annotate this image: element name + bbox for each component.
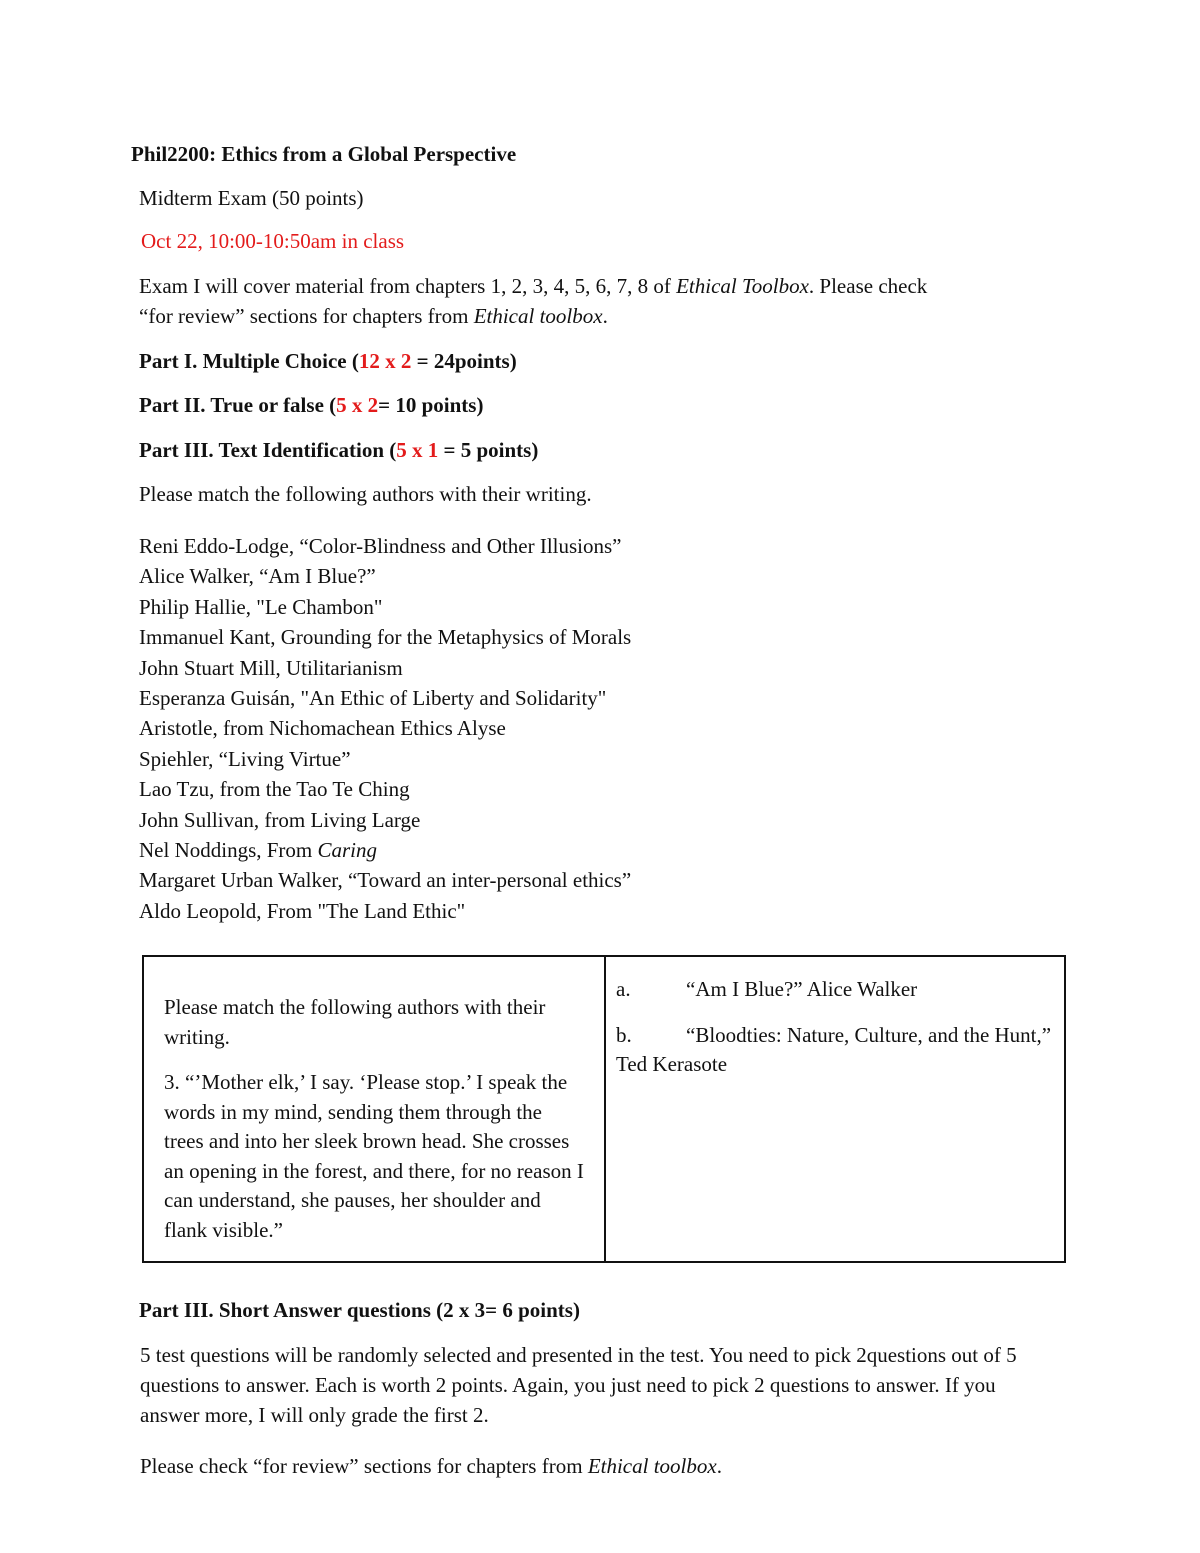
matching-options-cell (605, 956, 1065, 1262)
book-title: Ethical Toolbox (676, 274, 809, 298)
part-1-count: 12 x 2 (358, 349, 412, 373)
list-item: Lao Tzu, from the Tao Te Ching (139, 777, 410, 802)
exam-date: Oct 22, 10:00-10:50am in class (141, 229, 405, 253)
list-item: Nel Noddings, From Caring (139, 838, 378, 863)
coverage-line-1: Exam I will cover material from chapters 1, 2, 3, 4, 5, 6, 7, 8 of Ethical Toolbox. Please check (139, 274, 928, 298)
part-1-heading: Part I. Multiple Choice (12 x 2 = 24points) (139, 349, 517, 373)
match-instruction: Please match the following authors with their writing. (139, 482, 592, 506)
list-item: John Stuart Mill, Utilitarianism (139, 655, 403, 680)
author-list (139, 531, 631, 926)
course-code: Phil2200: (131, 142, 217, 166)
list-item: Aristotle, from Nichomachean Ethics Alyse (139, 716, 506, 741)
book-title: Ethical toolbox (473, 304, 603, 328)
part-2-count: 5 x 2 (336, 393, 379, 417)
list-item: Alice Walker, “Am I Blue?” (139, 564, 376, 589)
list-item: Aldo Leopold, From "The Land Ethic" (139, 898, 466, 923)
list-item: Immanuel Kant, Grounding for the Metaphysics of Morals (139, 625, 632, 650)
list-item: Margaret Urban Walker, “Toward an inter-personal ethics” (139, 868, 632, 893)
part-4-heading: Part III. Short Answer questions (2 x 3= 6 points) (139, 1298, 580, 1322)
list-item: Reni Eddo-Lodge, “Color-Blindness and Other Illusions” (139, 534, 622, 558)
book-title: Ethical toolbox (587, 1454, 717, 1478)
list-item: Spiehler, “Living Virtue” (139, 746, 351, 771)
review-note: Please check “for review” sections for chapters from Ethical toolbox. (140, 1454, 722, 1478)
exam-name: Midterm Exam (50 points) (139, 186, 364, 210)
matching-question-cell (143, 956, 605, 1262)
list-item: John Sullivan, from Living Large (139, 807, 421, 832)
part-3-heading: Part III. Text Identification (5 x 1 = 5 points) (139, 438, 539, 462)
part-3-count: 5 x 1 (396, 438, 439, 462)
list-item: Esperanza Guisán, "An Ethic of Liberty and Solidarity" (139, 686, 607, 711)
matching-table (142, 955, 1066, 1263)
short-answer-body: 5 test questions will be randomly selected and presented in the test. You need to pick 2questions out of 5 questions to answer. Each is worth 2 points. Again, you just need to pick 2 questions to answer. If you answer more, I will only grade the first 2. (140, 1343, 1017, 1427)
table-instruction: Please match the following authors with their writing. (164, 995, 546, 1049)
option-a: a. “Am I Blue?” Alice Walker (616, 977, 918, 1001)
list-item: Philip Hallie, "Le Chambon" (139, 594, 383, 619)
option-b: b. “Bloodties: Nature, Culture, and the Hunt,” Ted Kerasote (616, 1022, 1052, 1076)
part-2-heading: Part II. True or false (5 x 2= 10 points) (139, 393, 484, 417)
quote-passage: 3. “’Mother elk,’ I say. ‘Please stop.’ I speak the words in my mind, sending them through the trees and into her sleek brown head. She crosses an opening in the forest, and there, for no reason I can understand, she pauses, her shoulder and flank visible.” (164, 1070, 584, 1242)
course-title (131, 139, 516, 169)
coverage-line-2: “for review” sections for chapters from Ethical toolbox. (139, 304, 608, 328)
course-name: Ethics from a Global Perspective (221, 142, 517, 166)
